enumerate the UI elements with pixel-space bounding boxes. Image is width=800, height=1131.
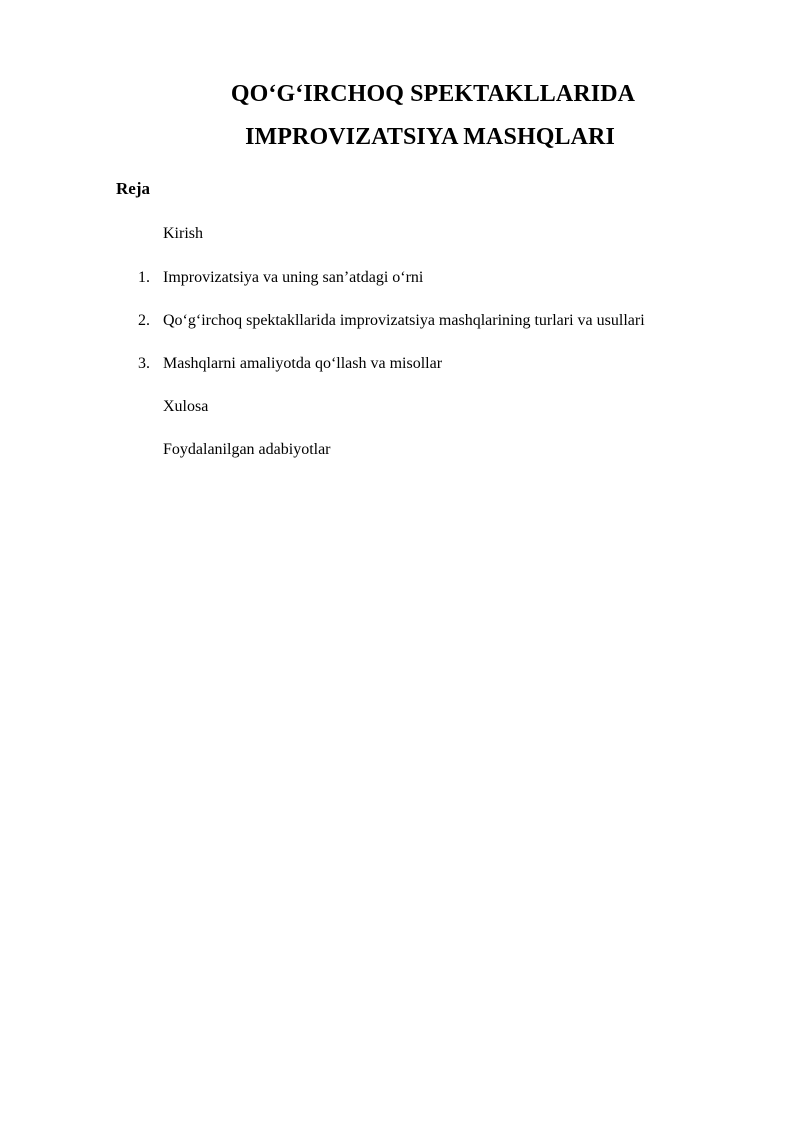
plan-item-3: Mashqlarni amaliyotda qo‘llash va misollar — [163, 355, 443, 372]
document-title-line-2: IMPROVIZATSIYA MASHQLARI — [245, 124, 615, 150]
plan-item-number: 2. — [138, 312, 150, 329]
plan-item-references: Foydalanilgan adabiyotlar — [163, 441, 331, 458]
plan-item-conclusion: Xulosa — [163, 398, 209, 415]
plan-item-intro: Kirish — [163, 225, 203, 242]
plan-item-2: Qo‘g‘irchoq spektakllarida improvizatsiya mashqlarining turlari va usullari — [163, 312, 645, 329]
section-heading: Reja — [116, 179, 150, 198]
plan-item-number: 3. — [138, 355, 150, 372]
plan-item-1: Improvizatsiya va uning san’atdagi o‘rni — [163, 269, 424, 286]
plan-item-number: 1. — [138, 269, 150, 286]
document-title-line-1: QO‘G‘IRCHOQ SPEKTAKLLARIDA — [230, 81, 636, 107]
